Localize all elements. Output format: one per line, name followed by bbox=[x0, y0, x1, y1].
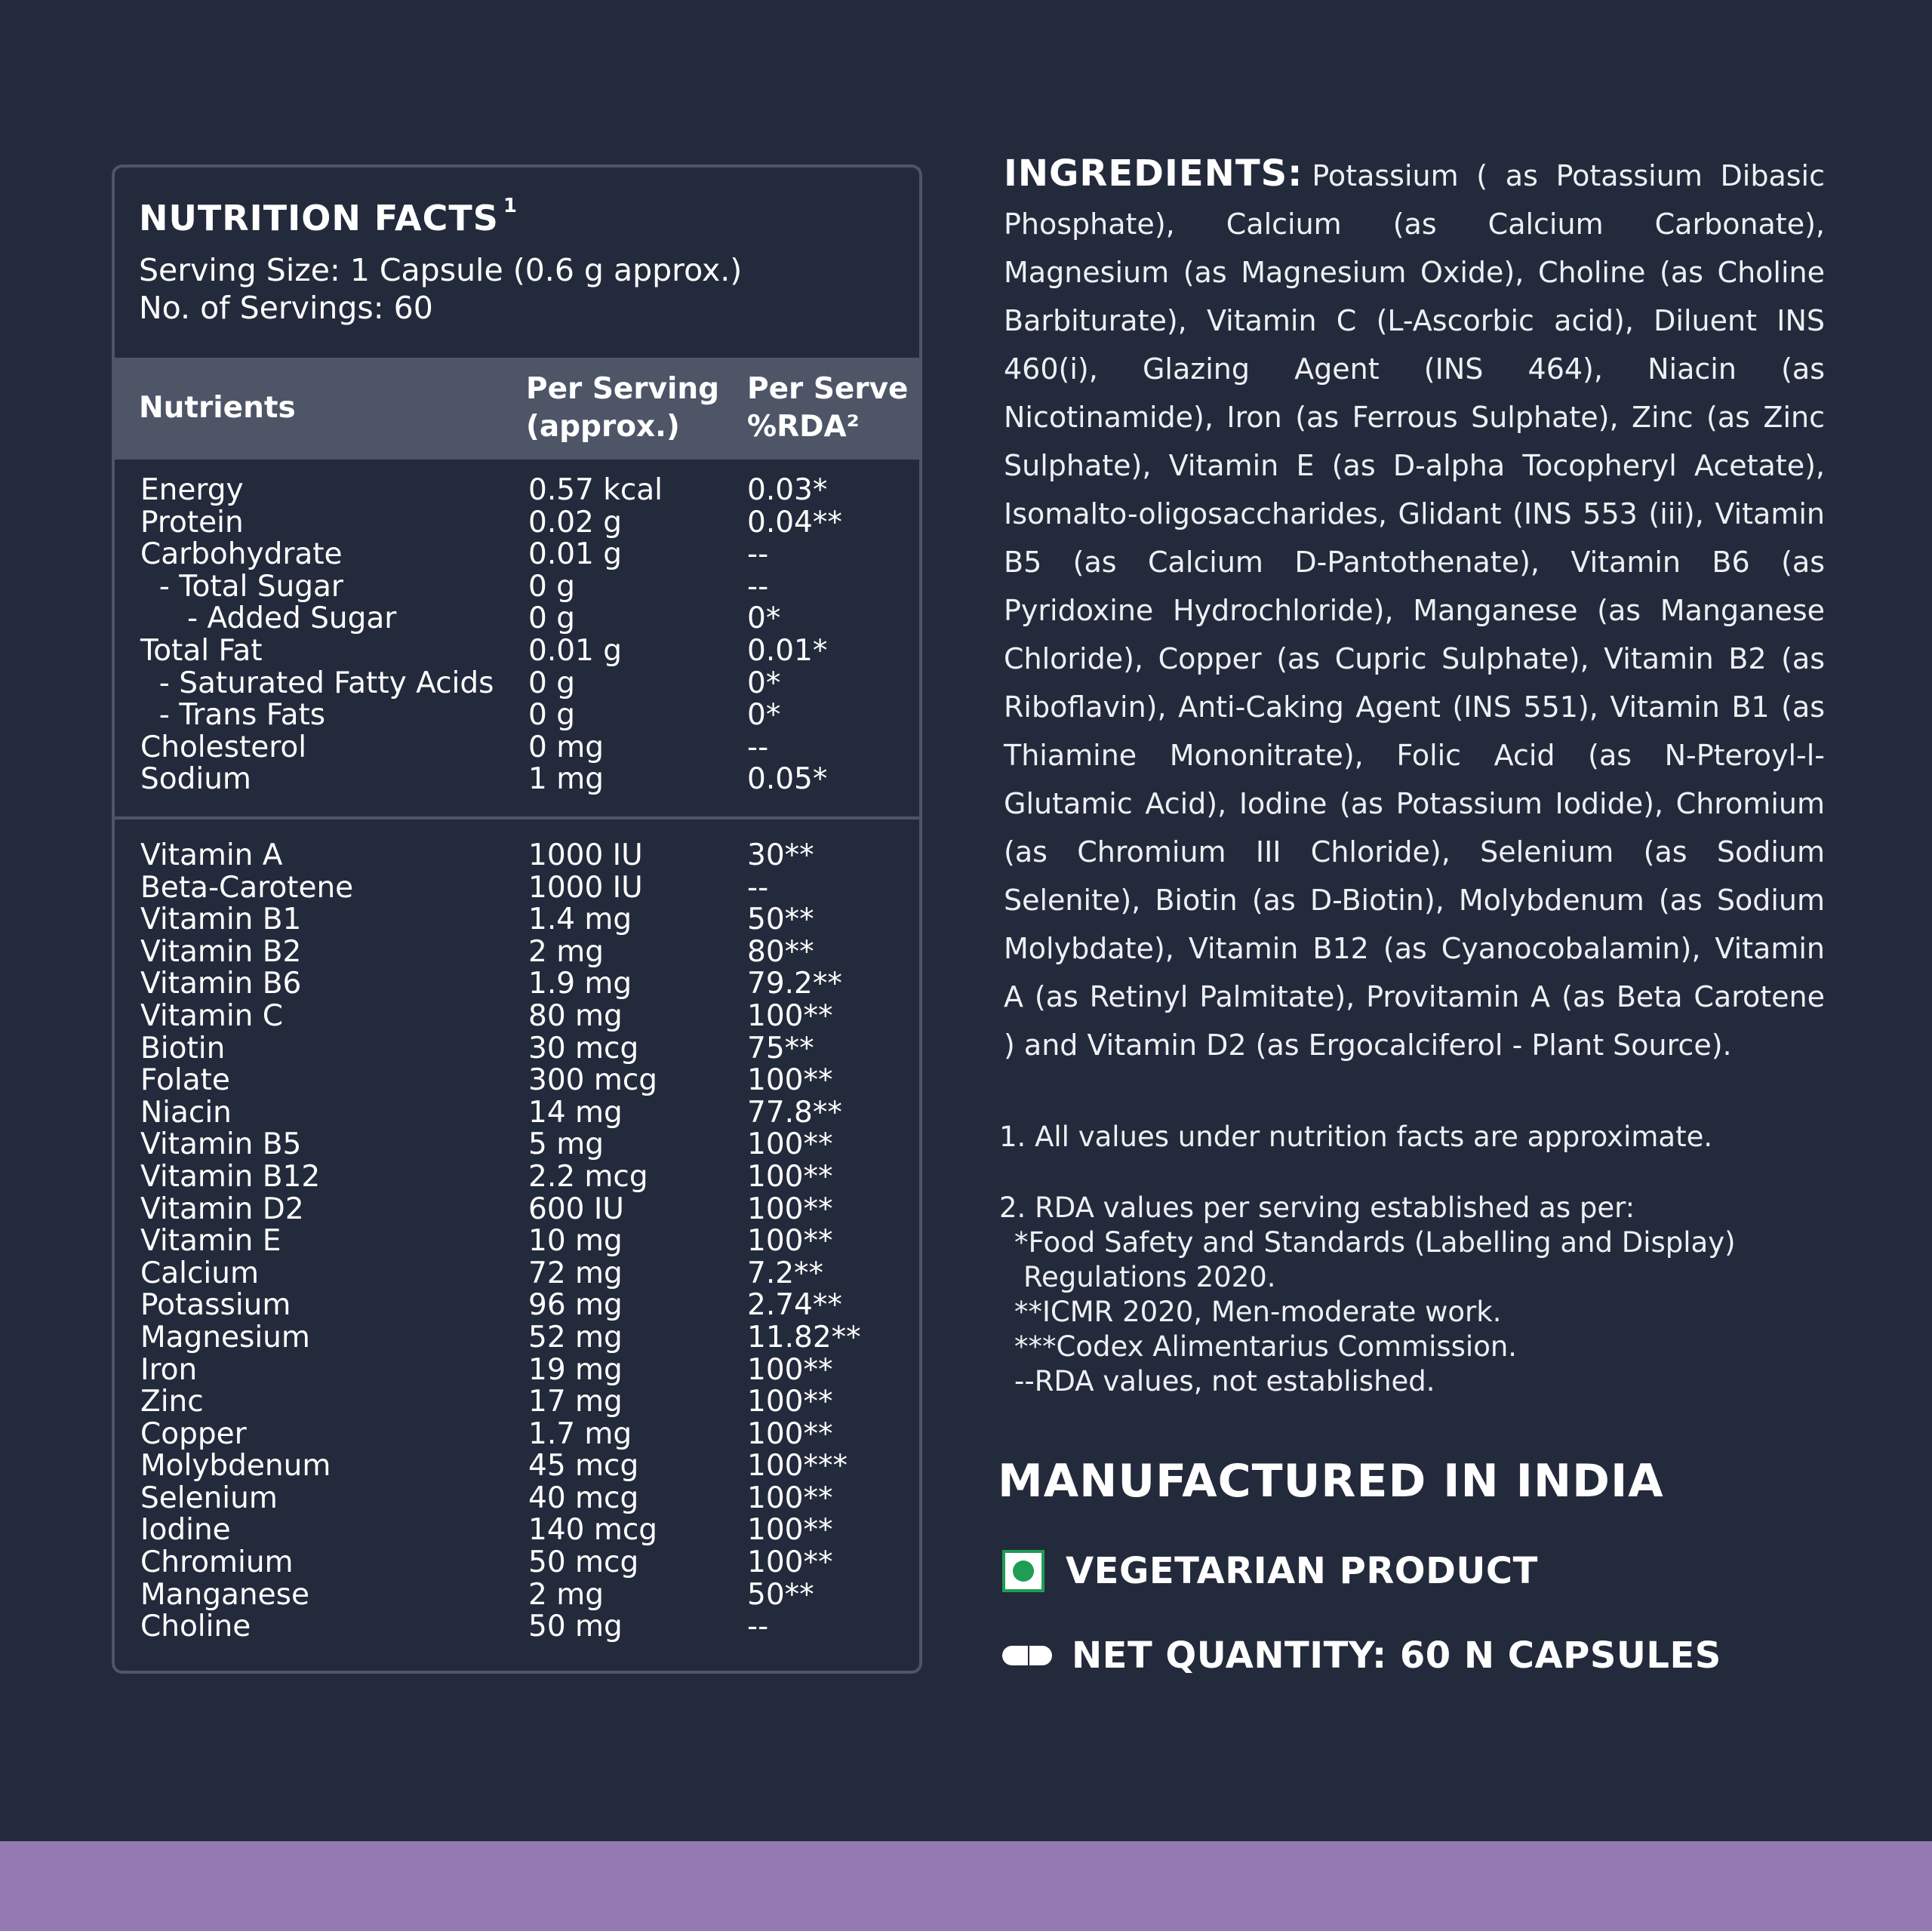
nutrient-row bbox=[115, 1322, 919, 1354]
nutrient-rda: 0* bbox=[747, 698, 781, 733]
nutrient-amount: 19 mg bbox=[528, 1352, 623, 1387]
nutrient-row bbox=[115, 571, 919, 604]
nutrient-rda: 100** bbox=[747, 998, 833, 1033]
nutrient-row bbox=[115, 968, 919, 1001]
vegetarian-mark-icon bbox=[1002, 1550, 1044, 1592]
nutrient-rda: 80** bbox=[747, 934, 814, 969]
nutrient-row bbox=[115, 1129, 919, 1161]
nutrient-amount: 2 mg bbox=[528, 934, 604, 969]
nutrient-amount: 0.57 kcal bbox=[528, 473, 663, 507]
nutrient-amount: 0 g bbox=[528, 698, 575, 733]
header-rda: Per Serve %RDA² bbox=[747, 372, 909, 444]
nutrient-name: Copper bbox=[140, 1416, 247, 1451]
nutrient-name: - Total Sugar bbox=[140, 569, 343, 604]
nutrient-row bbox=[115, 507, 919, 540]
nutrient-row bbox=[115, 1547, 919, 1579]
nutrient-rda: 100** bbox=[747, 1127, 833, 1162]
manufactured-in-india: MANUFACTURED IN INDIA bbox=[998, 1455, 1664, 1508]
nutrient-amount: 600 IU bbox=[528, 1192, 624, 1226]
nutrient-amount: 0 mg bbox=[528, 730, 604, 764]
nutrient-amount: 1.9 mg bbox=[528, 967, 632, 1001]
nutrient-row bbox=[115, 603, 919, 635]
nutrient-rda: 0.03* bbox=[747, 473, 828, 507]
nutrient-name: Folate bbox=[140, 1063, 230, 1098]
nutrient-name: Calcium bbox=[140, 1256, 259, 1290]
nutrient-name: Vitamin A bbox=[140, 838, 283, 872]
ingredients-block bbox=[1004, 149, 1825, 1069]
ingredients-text: Potassium ( as Potassium Dibasic Phosphate), Calcium (as Calcium Carbonate), Magnesium (as Magnesium Oxide), Choline (as Choline Barbiturate), Vitamin C (L-Ascorbic acid), Diluent INS 460(i), Glazing Agent (INS 464), Niacin (as Nicotinamide), Iron (as Ferrous Sulphate), Zinc (as Zinc Sulphate), Vitamin E (as D-alpha Tocopheryl Acetate), Isomalto-oligosaccharides, Glidant (INS 553 (iii), Vitamin B5 (as Calcium D-Pantothenate), Vitamin B6 (as Pyridoxine Hydrochloride), Manganese (as Manganese Chloride), Copper (as Cupric Sulphate), Vitamin B2 (as Riboflavin), Anti-Caking Agent (INS 551), Vitamin B1 (as Thiamine Mononitrate), Folic Acid (as N-Pteroyl-l-Glutamic Acid), Iodine (as Potassium Iodide), Chromium (as Chromium III Chloride), Selenium (as Sodium Selenite), Biotin (as D-Biotin), Molybdenum (as Sodium Molybdate), Vitamin B12 (as Cyanocobalamin), Vitamin A (as Retinyl Palmitate), Provitamin A (as Beta Carotene ) and Vitamin D2 (as Ergocalciferol - Plant Source). bbox=[1004, 159, 1825, 1062]
nutrient-name: Total Fat bbox=[140, 633, 263, 668]
nutrient-amount: 0 g bbox=[528, 601, 575, 636]
nutrient-row bbox=[115, 840, 919, 872]
nutrient-name: Vitamin B12 bbox=[140, 1159, 321, 1194]
nutrient-row bbox=[115, 635, 919, 668]
nutrient-row bbox=[115, 1161, 919, 1194]
nutrient-rda: 7.2** bbox=[747, 1256, 824, 1290]
nutrient-name: - Saturated Fatty Acids bbox=[140, 666, 494, 700]
nutrient-amount: 1000 IU bbox=[528, 838, 643, 872]
note-icmr: **ICMR 2020, Men-moderate work. bbox=[1014, 1296, 1502, 1328]
nutrient-amount: 10 mg bbox=[528, 1224, 623, 1259]
nutrient-row bbox=[115, 1386, 919, 1419]
nutrient-rda: 100** bbox=[747, 1159, 833, 1194]
capsule-icon bbox=[1002, 1646, 1052, 1665]
nutrient-rda: 100** bbox=[747, 1192, 833, 1226]
nutrient-row bbox=[115, 539, 919, 571]
nutrient-rda: 100** bbox=[747, 1352, 833, 1387]
title-footnote-marker: 1 bbox=[503, 195, 518, 217]
nutrient-amount: 2 mg bbox=[528, 1577, 604, 1612]
nutrient-row bbox=[115, 764, 919, 796]
nutrient-amount: 30 mcg bbox=[528, 1031, 639, 1065]
net-quantity-badge bbox=[1002, 1631, 1721, 1680]
nutrient-name: Biotin bbox=[140, 1031, 226, 1065]
nutrient-rda: 0.05* bbox=[747, 762, 828, 797]
nutrient-name: Carbohydrate bbox=[140, 537, 343, 572]
nutrient-amount: 0 g bbox=[528, 569, 575, 604]
note-fssai-cont: Regulations 2020. bbox=[1023, 1261, 1276, 1293]
nutrient-amount: 45 mcg bbox=[528, 1449, 639, 1484]
nutrient-row bbox=[115, 1225, 919, 1258]
nutrient-rda: 0* bbox=[747, 666, 781, 700]
nutrient-amount: 0.01 g bbox=[528, 537, 622, 572]
nutrient-name: Zinc bbox=[140, 1385, 204, 1419]
nutrient-rda: 100** bbox=[747, 1385, 833, 1419]
nutrient-row bbox=[115, 936, 919, 969]
nutrient-name: Vitamin B6 bbox=[140, 967, 302, 1001]
nutrient-rda: 75** bbox=[747, 1031, 814, 1065]
nutrient-rda: -- bbox=[747, 730, 769, 764]
nutrient-row bbox=[115, 998, 919, 1033]
serving-size: Serving Size: 1 Capsule (0.6 g approx.) bbox=[139, 252, 743, 288]
micro-nutrient-list bbox=[115, 840, 919, 1644]
nutrient-rda: 100*** bbox=[747, 1449, 848, 1484]
nutrient-row bbox=[115, 668, 919, 700]
nutrient-name: Vitamin D2 bbox=[140, 1192, 304, 1226]
nutrient-name: Choline bbox=[140, 1610, 251, 1644]
nutrient-name: Selenium bbox=[140, 1481, 278, 1515]
nutrient-row bbox=[115, 700, 919, 732]
nutrient-amount: 1000 IU bbox=[528, 870, 643, 905]
note-codex: ***Codex Alimentarius Commission. bbox=[1014, 1330, 1518, 1363]
nutrient-name: Magnesium bbox=[140, 1320, 310, 1354]
nutrient-rda: 2.74** bbox=[747, 1288, 842, 1323]
nutrient-name: Protein bbox=[140, 505, 244, 540]
nutrient-amount: 96 mg bbox=[528, 1288, 623, 1323]
header-nutrients: Nutrients bbox=[139, 391, 296, 425]
nutrient-name: Molybdenum bbox=[140, 1449, 331, 1484]
nutrient-amount: 50 mcg bbox=[528, 1545, 639, 1580]
bottom-color-band bbox=[0, 1841, 1932, 1931]
nutrient-amount: 40 mcg bbox=[528, 1481, 639, 1515]
nutrient-row bbox=[115, 732, 919, 764]
nutrient-name: Manganese bbox=[140, 1577, 309, 1612]
nutrient-amount: 5 mg bbox=[528, 1127, 604, 1162]
nutrient-amount: 50 mg bbox=[528, 1610, 623, 1644]
nutrient-row bbox=[115, 904, 919, 936]
note-rda: 2. RDA values per serving established as per: bbox=[999, 1192, 1635, 1224]
nutrient-row bbox=[115, 1579, 919, 1612]
nutrient-rda: 0* bbox=[747, 601, 781, 636]
nutrient-amount: 0 g bbox=[528, 666, 575, 700]
nutrient-name: Vitamin B5 bbox=[140, 1127, 302, 1162]
nutrient-amount: 17 mg bbox=[528, 1385, 623, 1419]
nutrient-rda: 50** bbox=[747, 902, 814, 937]
nutrient-amount: 0.01 g bbox=[528, 633, 622, 668]
nutrition-facts-panel bbox=[112, 165, 922, 1674]
nutrient-name: Beta-Carotene bbox=[140, 870, 354, 905]
nutrient-row bbox=[115, 1065, 919, 1097]
nutrient-amount: 1.7 mg bbox=[528, 1416, 632, 1451]
nutrient-rda: 100** bbox=[747, 1545, 833, 1580]
vegetarian-badge bbox=[1002, 1547, 1538, 1595]
nutrient-name: Iron bbox=[140, 1352, 198, 1387]
nutrient-amount: 52 mg bbox=[528, 1320, 623, 1354]
nutrient-rda: 0.01* bbox=[747, 633, 828, 668]
nutrient-rda: -- bbox=[747, 1610, 769, 1644]
nutrient-row bbox=[115, 1258, 919, 1290]
nutrition-facts-title: NUTRITION FACTS $^1$ bbox=[139, 195, 518, 238]
nutrient-name: Vitamin E bbox=[140, 1224, 281, 1259]
nutrient-rda: 11.82** bbox=[747, 1320, 861, 1354]
nutrient-amount: 80 mg bbox=[528, 998, 623, 1033]
nutrient-rda: 100** bbox=[747, 1224, 833, 1259]
nutrient-name: Niacin bbox=[140, 1095, 232, 1130]
nutrient-name: Vitamin B1 bbox=[140, 902, 302, 937]
nutrient-rda: -- bbox=[747, 537, 769, 572]
nutrient-name: Chromium bbox=[140, 1545, 294, 1580]
nutrient-row bbox=[115, 1290, 919, 1322]
nutrient-rda: 100** bbox=[747, 1481, 833, 1515]
note-not-established: --RDA values, not established. bbox=[1014, 1365, 1435, 1398]
nutrient-row bbox=[115, 1611, 919, 1644]
nutrient-row bbox=[115, 1097, 919, 1130]
nutrient-rda: 100** bbox=[747, 1063, 833, 1098]
nutrient-name: Iodine bbox=[140, 1513, 231, 1548]
nutrient-row bbox=[115, 1514, 919, 1547]
nutrient-row bbox=[115, 1416, 919, 1451]
vegetarian-label: VEGETARIAN PRODUCT bbox=[1066, 1550, 1538, 1592]
nutrient-row bbox=[115, 872, 919, 905]
nutrient-row bbox=[115, 1354, 919, 1387]
nutrient-row bbox=[115, 1483, 919, 1515]
nutrient-rda: -- bbox=[747, 569, 769, 604]
nutrient-name: Vitamin C bbox=[140, 998, 284, 1033]
nutrient-row bbox=[115, 1033, 919, 1065]
nutrient-amount: 1.4 mg bbox=[528, 902, 632, 937]
nutrient-row bbox=[115, 1450, 919, 1483]
nutrient-name: Potassium bbox=[140, 1288, 291, 1323]
nutrient-amount: 140 mcg bbox=[528, 1513, 658, 1548]
section-divider bbox=[115, 816, 919, 819]
nutrient-name: - Trans Fats bbox=[140, 698, 326, 733]
nutrient-amount: 1 mg bbox=[528, 762, 604, 797]
nutrient-rda: -- bbox=[747, 870, 769, 905]
nutrient-rda: 79.2** bbox=[747, 967, 842, 1001]
nutrient-amount: 300 mcg bbox=[528, 1063, 658, 1098]
ingredients-label: INGREDIENTS: bbox=[1004, 152, 1303, 195]
table-header bbox=[115, 358, 919, 460]
nutrient-row bbox=[115, 475, 919, 507]
net-quantity-label: NET QUANTITY: 60 N CAPSULES bbox=[1072, 1634, 1721, 1677]
nutrient-amount: 14 mg bbox=[528, 1095, 623, 1130]
nutrient-amount: 72 mg bbox=[528, 1256, 623, 1290]
nutrient-name: - Added Sugar bbox=[140, 601, 397, 636]
nutrient-rda: 30** bbox=[747, 838, 814, 872]
nutrient-rda: 100** bbox=[747, 1416, 833, 1451]
nutrient-rda: 100** bbox=[747, 1513, 833, 1548]
nutrient-rda: 0.04** bbox=[747, 505, 842, 540]
note-approximate: 1. All values under nutrition facts are approximate. bbox=[999, 1121, 1713, 1153]
header-per-serving: Per Serving (approx.) bbox=[526, 372, 720, 444]
nutrient-rda: 77.8** bbox=[747, 1095, 842, 1130]
nutrient-name: Cholesterol bbox=[140, 730, 307, 764]
servings-count: No. of Servings: 60 bbox=[139, 290, 433, 326]
nutrient-amount: 2.2 mcg bbox=[528, 1159, 648, 1194]
nutrient-rda: 50** bbox=[747, 1577, 814, 1612]
macro-nutrient-list bbox=[115, 475, 919, 796]
nutrient-name: Sodium bbox=[140, 762, 251, 797]
nutrient-row bbox=[115, 1194, 919, 1226]
nutrient-amount: 0.02 g bbox=[528, 505, 622, 540]
note-fssai: *Food Safety and Standards (Labelling and Display) bbox=[1014, 1226, 1736, 1259]
nutrient-name: Energy bbox=[140, 473, 244, 507]
nutrient-name: Vitamin B2 bbox=[140, 934, 302, 969]
